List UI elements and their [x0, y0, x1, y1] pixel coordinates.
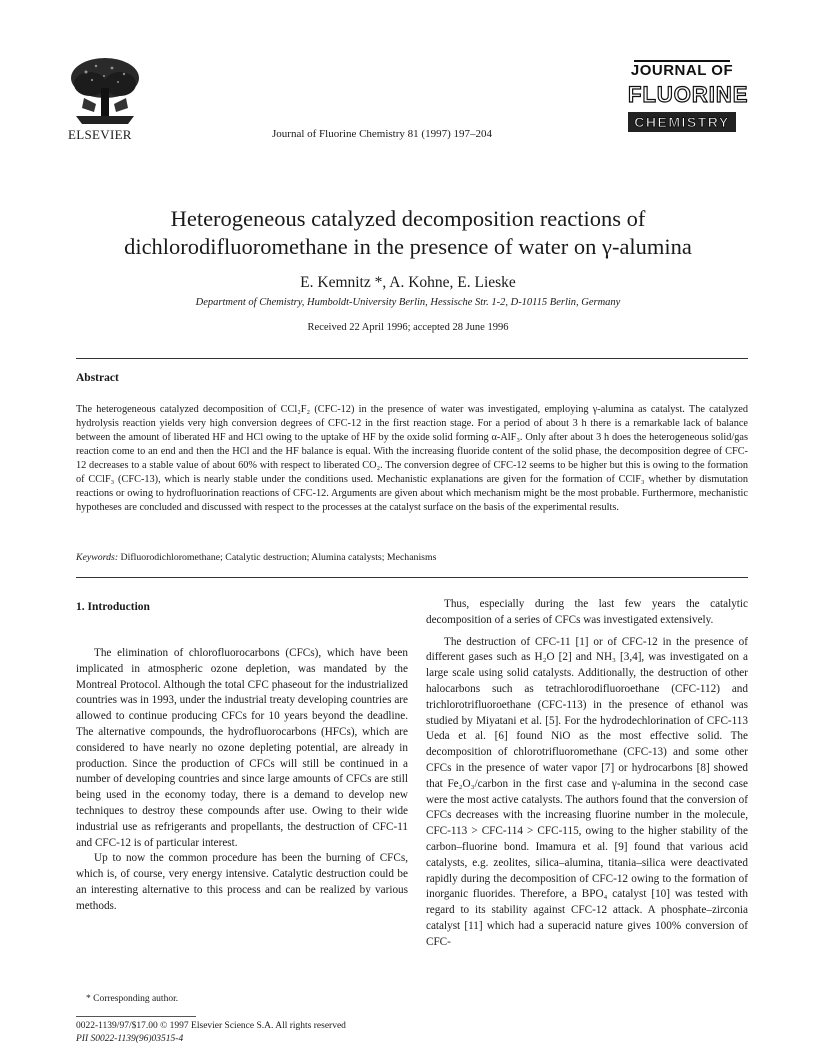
footnote-rule — [76, 1016, 196, 1017]
received-dates: Received 22 April 1996; accepted 28 June 1996 — [307, 322, 509, 333]
title-line-1: Heterogeneous catalyzed decomposition reactions of — [170, 206, 646, 231]
copyright — [76, 1020, 346, 1046]
article-title — [60, 205, 756, 261]
keywords-label: Keywords: — [76, 552, 119, 563]
paragraph: Up to now the common procedure has been the burning of CFCs, which is, of course, very energy intensive. Catalytic destruction could be an interesting alternative to this process and can be realized by various methods. — [76, 852, 408, 912]
abstract-heading: Abstract — [76, 372, 119, 384]
elsevier-tree-icon — [66, 54, 144, 128]
journal-logo-line3: CHEMISTRY — [628, 112, 736, 132]
abstract-body: The heterogeneous catalyzed decomposition of CCl₂F₂ (CFC-12) in the presence of water was investigated, employing γ-alumina as catalyst. The catalyzed hydrolysis reaction yields very high conversion degrees of CFC-12 in the first reaction stage. For a period of about 3 h there is a remarkable lack of balance between the amount of liberated HF and HCl owing to the uptake of HF by the oxide solid forming α-AlF₃. Only after about 3 h does the heterogeneous solid/gas reaction come to an end and then the HCl and the HF balance is equal. With the increasing fluoride content of the solid phase, the decomposition degree of CFC-12 decreases to a stable value of about 60% with respect to liberated CO₂. The conversion degree of CFC-12 seems to be higher but this is owing to the formation of CClF₃ (CFC-13), which is nearly stable under the conditions used. Mechanistic explanations are given for the formation of CClF₃ whether by dismutation reactions or owing to hydrofluorination reactions of CFC-12. Arguments are given about which mechanism might be the most probable. Furthermore, mechanistic hypotheses are concluded and discussed with respect to the processes at the catalyst surface on the basis of the experimental results. — [76, 404, 748, 513]
keywords — [76, 552, 748, 563]
journal-logo-line1: JOURNAL OF — [630, 62, 734, 79]
paragraph: The elimination of chlorofluorocarbons (CFCs), which have been implicated in atmospheric ozone depletion, was mandated by the Montreal Protocol. Although the total CFC phaseout for the industrialized countries was in 1993, under the industrial treaty developing countries are allowed to continue producing CFCs for 10 years beyond the deadline. The alternative compounds, the hydrofluorocarbons (HFCs), which are considered to have nearly no ozone depleting potential, are already in production. Since the production of CFCs will still be continued in a number of developing countries and since large amounts of CFCs are still being used in the economy today, there is a demand to develop new techniques to destroy these compounds after use. Owing to their wide industrial use as refrigerants and propellants, the destruction of CFC-11 and CFC-12 is of particular interest. — [76, 647, 408, 849]
paragraph: Thus, especially during the last few years the catalytic decomposition of a series of CFCs was investigated extensively. — [426, 598, 748, 626]
section-heading: 1. Introduction — [76, 601, 150, 613]
journal-logo-line2: FLUORINE — [628, 82, 749, 107]
footnote: * Corresponding author. — [86, 994, 179, 1004]
left-column — [76, 646, 408, 915]
paragraph: The destruction of CFC-11 [1] or of CFC-12 in the presence of different gases such as H₂O [2] and NH₃ [3,4], was investigated on a large scale using solid catalysts. Additionally, the destruction of other halocarbons such as tetrachlorodifluoroethane (CFC-112) and trichlorotrifluoroethane (CFC-113) in the presence of ethanol was studied by Miyatani et al. [5]. For the hydrodechlorination of CFC-113 Ueda et al. [6] found NiO as the most effective solid. The decomposition of chlorotrifluoromethane (CFC-13) and some other CFCs in the presence of water vapor [7] or hydrocarbons [8] showed that Fe₂O₃/carbon in the first case and γ-alumina in the second case were the most active catalysts. The authors found that the conversion of CFCs decreases with the increasing fluorine number in the molecule, CFC-113 > CFC-114 > CFC-115, owing to the higher stability of the carbon–fluorine bond. Imamura et al. [9] found that various acid catalysts, e.g. zeolites, silica–alumina, titania–silica were deactivated rapidly during the decomposition of CFC-12 owing to the formation of inorganic fluorides. Therefore, a BPO₄ catalyst [10] was tested with regard to its stability against CFC-12 attack. A phosphate–zirconia catalyst [11] which had a superacid nature gives 100% conversion of CFC- — [426, 635, 748, 948]
keywords-text: Difluorodichloromethane; Catalytic destruction; Alumina catalysts; Mechanisms — [120, 552, 437, 563]
publisher-name: ELSEVIER — [68, 127, 132, 142]
affiliation: Department of Chemistry, Humboldt-University Berlin, Hessische Str. 1-2, D-10115 Berlin, Germany — [195, 297, 621, 308]
right-column — [426, 597, 748, 951]
divider — [76, 358, 748, 359]
pii-line: PII S0022-1139(96)03515-4 — [76, 1034, 184, 1044]
copyright-line: 0022-1139/97/$17.00 © 1997 Elsevier Science S.A. All rights reserved — [76, 1021, 346, 1031]
elsevier-logo — [66, 54, 144, 128]
divider — [76, 577, 748, 578]
journal-citation: Journal of Fluorine Chemistry 81 (1997) 197–204 — [272, 128, 492, 140]
authors: E. Kemnitz *, A. Kohne, E. Lieske — [300, 274, 516, 291]
title-line-2: dichlorodifluoromethane in the presence of water on γ-alumina — [124, 234, 692, 259]
journal-logo — [628, 60, 749, 136]
